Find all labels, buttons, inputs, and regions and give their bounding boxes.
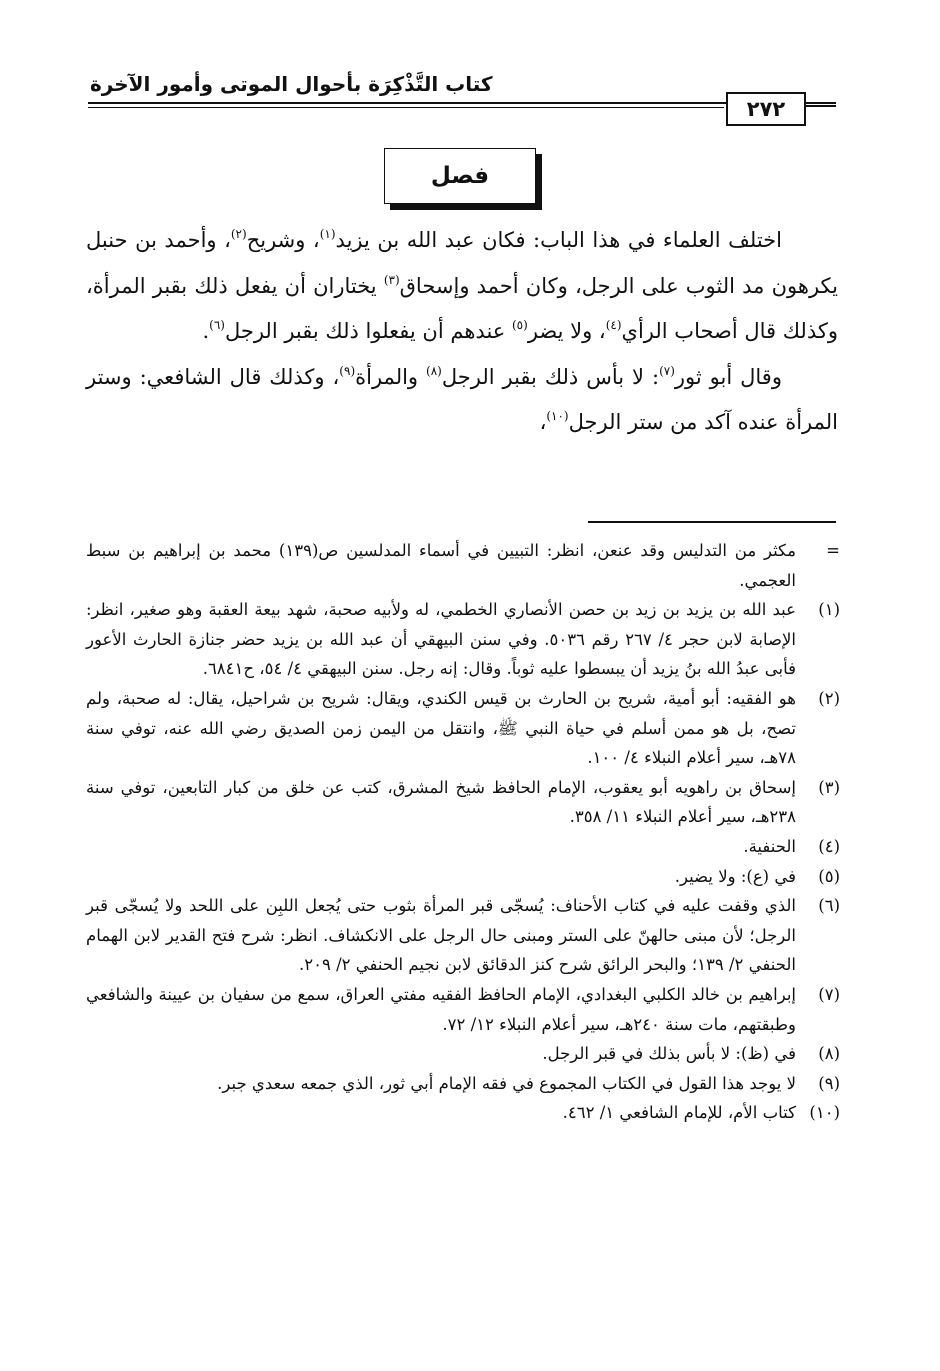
footnote-3: [86, 773, 840, 832]
footnote-text: لا يوجد هذا القول في الكتاب المجموع في فقه الإمام أبي ثور، الذي جمعه سعدي جبر.: [217, 1073, 796, 1093]
footnote-8: [86, 1039, 840, 1069]
footnote-ref-4[interactable]: (٤): [605, 318, 622, 332]
footnotes: [86, 536, 840, 1128]
footnote-ref-5[interactable]: (٥): [511, 318, 528, 332]
footnote-ref-10[interactable]: (١٠): [546, 409, 569, 423]
footnote-text: الذي وقفت عليه في كتاب الأحناف: يُسجّى قبر المرأة بثوب حتى يُجعل اللبِن على اللحد ولا يُسجّى قبر الرجل؛ لأن مبنى حالهنّ على الستر ومبنى حال الرجل على الانكشاف. انظر: شرح فتح القدير لابن الهمام الحنفي ٢/ ١٣٩؛ والبحر الرائق شرح كنز الدقائق لابن نجيم الحنفي ٢/ ٢٠٩.: [86, 896, 796, 975]
header-rule-bottom: [88, 107, 724, 108]
footnote-ref-6[interactable]: (٦): [209, 318, 225, 332]
footnote-marker: (٤): [818, 836, 840, 856]
footnote-text: إبراهيم بن خالد الكلبي البغدادي، الإمام الحافظ الفقيه مفتي العراق، سمع من سفيان بن عيينة والشافعي وطبقتهم، مات سنة ٢٤٠هـ، سير أعلام النبلاء ١٢/ ٧٢.: [86, 984, 796, 1034]
footnote-text: إسحاق بن راهويه أبو يعقوب، الإمام الحافظ شيخ المشرق، كتب عن خلق من كبار التابعين، توفي سنة ٢٣٨هـ، سير أعلام النبلاء ١١/ ٣٥٨.: [86, 777, 796, 827]
footnote-divider: [588, 521, 836, 523]
text-span: ، وأحمد بن حنبل يكرهون مد الثوب على الرجل، وكان أحمد وإسحاق: [86, 228, 838, 298]
footnote-marker: (٨): [818, 1044, 840, 1064]
footnote-continuation: [86, 536, 840, 595]
text-span: عندهم أن يفعلوا ذلك بقبر الرجل: [224, 319, 512, 343]
text-span: والمرأة: [355, 364, 427, 389]
paragraph-1: [86, 218, 838, 355]
paragraph-2: [86, 355, 838, 446]
footnote-10: [86, 1098, 840, 1128]
section-heading-text: فصل: [430, 163, 490, 189]
text-span: : لا بأس ذلك بقبر الرجل: [441, 364, 660, 389]
footnote-ref-2[interactable]: (٢): [230, 227, 247, 241]
footnote-text: في (ظ): لا بأس بذلك في قبر الرجل.: [542, 1044, 796, 1064]
footnote-7: [86, 980, 840, 1039]
footnote-ref-3[interactable]: (٣): [383, 272, 400, 287]
footnote-marker: (٣): [818, 777, 840, 797]
footnote-text: الحنفية.: [743, 836, 796, 856]
footnote-marker: =: [826, 541, 840, 560]
footnote-2: [86, 684, 840, 773]
footnote-1: [86, 595, 840, 684]
text-span: يختاران أن يفعل ذلك بقبر المرأة، وكذلك قال أصحاب الرأي: [86, 273, 838, 343]
page-number: ٢٧٢: [726, 92, 806, 126]
footnote-marker: (٢): [818, 688, 840, 708]
footnote-marker: (١٠): [809, 1103, 840, 1123]
section-heading: [384, 148, 536, 204]
footnote-5: [86, 862, 840, 892]
footnote-4: [86, 832, 840, 862]
text-span: وقال أبو ثور: [674, 364, 782, 389]
footnote-ref-1[interactable]: (١): [319, 227, 336, 241]
running-title: كتاب التَّذْكِرَة بأحوال الموتى وأمور الآخرة: [90, 72, 493, 96]
text-span: ، ولا يضر: [527, 319, 606, 343]
footnote-text: في (ع): ولا يضير.: [674, 866, 796, 886]
footnote-text: هو الفقيه: أبو أمية، شريح بن الحارث بن قيس الكندي، ويقال: شريح بن شراحيل، يقال: له صحبة، ولم تصح، بل هو ممن أسلم في حياة النبي ﷺ، وانتقل من اليمن زمن الصديق رضي الله عنه، توفي سنة ٧٨هـ، سير أعلام النبلاء ٤/ ١٠٠.: [86, 688, 796, 768]
text-span: ، وكذلك قال الشافعي: وستر المرأة عنده آكد من ستر الرجل: [86, 364, 838, 434]
text-span: ، وشريح: [246, 228, 320, 252]
footnote-marker: (١): [818, 600, 840, 620]
header-rule-top: [88, 102, 836, 104]
main-text: [86, 218, 838, 446]
text-span: اختلف العلماء في هذا الباب: فكان عبد الله بن يزيد: [335, 228, 782, 252]
footnote-9: [86, 1069, 840, 1099]
footnote-ref-9[interactable]: (٩): [339, 363, 356, 378]
footnote-marker: (٩): [818, 1073, 840, 1093]
footnote-6: [86, 891, 840, 980]
footnote-marker: (٦): [818, 896, 840, 916]
footnote-marker: (٥): [818, 866, 840, 886]
footnote-ref-7[interactable]: (٧): [659, 363, 675, 378]
footnote-ref-8[interactable]: (٨): [426, 363, 442, 378]
header-rule-tail: [804, 105, 836, 107]
text-span: ،: [539, 410, 547, 434]
text-span: .: [202, 319, 210, 343]
footnote-marker: (٧): [818, 984, 840, 1004]
footnote-text: عبد الله بن يزيد بن زيد بن حصن الأنصاري الخطمي، له ولأبيه صحبة، شهد بيعة العقبة وهو صغير، انظر: الإصابة لابن حجر ٤/ ٢٦٧ رقم ٥٠٣٦. وفي سنن البيهقي أن عبد الله بن يزيد حضر جنازة الحارث الأعور فأبى عبدُ الله بنُ يزيد أن يبسطوا عليه ثوباً. وقال: إنه رجل. سنن البيهقي ٤/ ٥٤، ح٦٨٤١.: [86, 600, 796, 679]
footnote-text: كتاب الأم، للإمام الشافعي ١/ ٤٦٢.: [562, 1103, 796, 1123]
footnote-text: مكثر من التدليس وقد عنعن، انظر: التبيين في أسماء المدلسين ص(١٣٩) محمد بن إبراهيم بن سبط العجمي.: [86, 541, 796, 590]
